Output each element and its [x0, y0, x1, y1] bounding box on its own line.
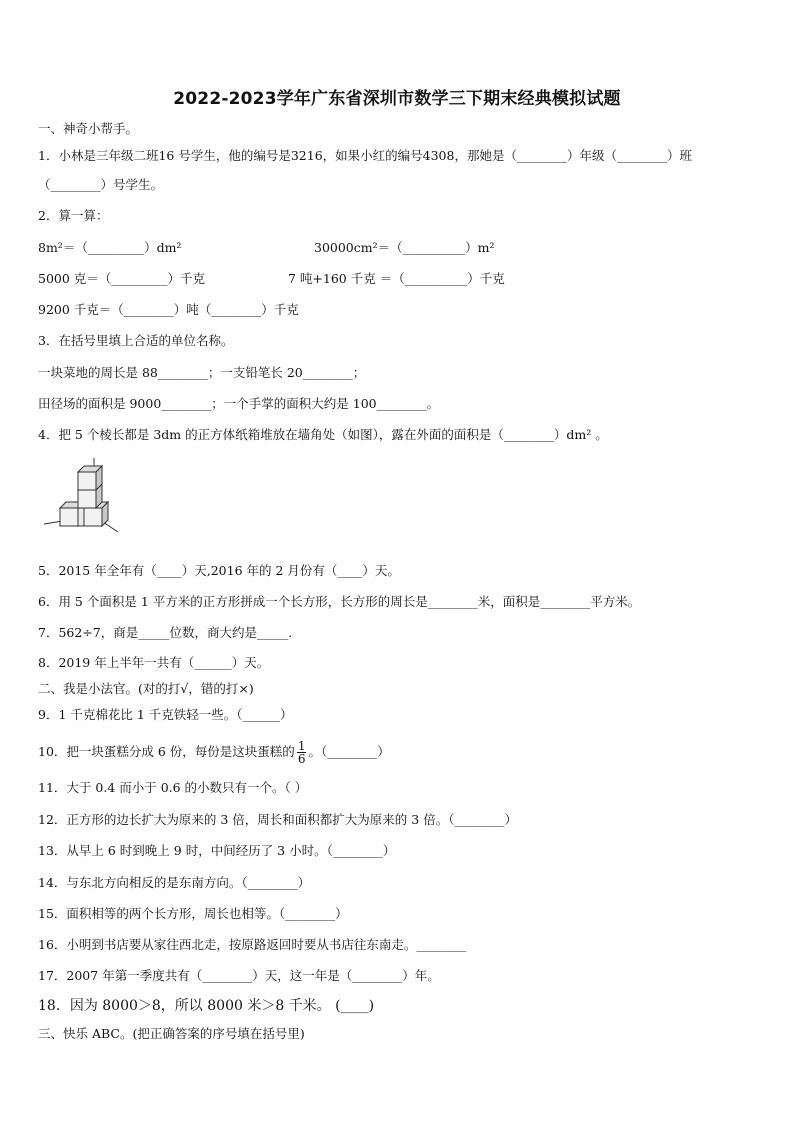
question-14: 14．与东北方向相反的是东南方向。（________） — [38, 875, 311, 890]
question-4: 4．把 5 个棱长都是 3dm 的正方体纸箱堆放在墙角处（如图），露在外面的面积是（________）dm² 。 — [38, 427, 608, 442]
question-13: 13．从早上 6 时到晚上 9 时，中间经历了 3 小时。（________） — [38, 843, 396, 858]
question-1-line-1: 1．小林是三年级二班16 号学生，他的编号是3216，如果小红的编号4308，那她是（________）年级（________）班 — [38, 148, 692, 163]
question-2-row-1-left: 8m²＝（_________）dm² — [38, 240, 182, 255]
question-16: 16．小明到书店要从家往西北走，按原路返回时要从书店往东南走。________ — [38, 937, 467, 952]
question-10-text: 10．把一块蛋糕分成 6 份，每份是这块蛋糕的 — [38, 744, 295, 759]
question-12: 12．正方形的边长扩大为原来的 3 倍，周长和面积都扩大为原来的 3 倍。（________） — [38, 812, 517, 827]
question-3-row-2: 田径场的面积是 9000________；一个手掌的面积大约是 100________。 — [38, 396, 440, 411]
question-2-row-3: 9200 千克＝（________）吨（________）千克 — [38, 302, 299, 317]
question-17: 17．2007 年第一季度共有（________）天，这一年是（________）年。 — [38, 968, 440, 983]
question-2-row-2-right: 7 吨+160 千克 ＝（__________）千克 — [288, 271, 505, 286]
section-3-heading: 三、快乐 ABC。(把正确答案的序号填在括号里) — [38, 1026, 305, 1041]
question-2-heading: 2．算一算： — [38, 208, 109, 223]
question-1-line-2: （________）号学生。 — [38, 177, 164, 192]
question-2-row-1-right: 30000cm²＝（__________）m² — [314, 240, 495, 255]
fraction-one-sixth — [297, 740, 307, 765]
question-11: 11．大于 0.4 而小于 0.6 的小数只有一个。（ ） — [38, 780, 308, 795]
fraction-denominator: 6 — [297, 752, 306, 766]
question-2-row-2-left: 5000 克＝（_________）千克 — [38, 271, 206, 286]
question-7: 7．562÷7，商是_____位数，商大约是_____. — [38, 625, 293, 640]
question-6: 6．用 5 个面积是 1 平方米的正方形拼成一个长方形，长方形的周长是________米，面积是________平方米。 — [38, 594, 641, 609]
fraction-numerator: 1 — [297, 739, 306, 753]
question-9: 9．1 千克棉花比 1 千克铁轻一些。（______） — [38, 707, 293, 722]
stacked-cubes-figure — [40, 456, 122, 532]
section-2-heading: 二、我是小法官。(对的打√，错的打×) — [38, 681, 254, 696]
question-18: 18．因为 8000＞8，所以 8000 米＞8 千米。 (____) — [38, 998, 375, 1014]
page-title: 2022-2023学年广东省深圳市数学三下期末经典模拟试题 — [173, 89, 621, 109]
question-10-answer: 。（________） — [308, 744, 390, 759]
question-8: 8．2019 年上半年一共有（______）天。 — [38, 655, 270, 670]
section-1-heading: 一、神奇小帮手。 — [38, 121, 139, 136]
question-3-row-1: 一块菜地的周长是 88________；一支铅笔长 20________； — [38, 365, 366, 380]
question-15: 15．面积相等的两个长方形，周长也相等。（________） — [38, 906, 348, 921]
question-10 — [38, 738, 390, 766]
question-3-heading: 3．在括号里填上合适的单位名称。 — [38, 333, 234, 348]
question-5: 5．2015 年全年有（____）天,2016 年的 2 月份有（____）天。 — [38, 563, 400, 578]
